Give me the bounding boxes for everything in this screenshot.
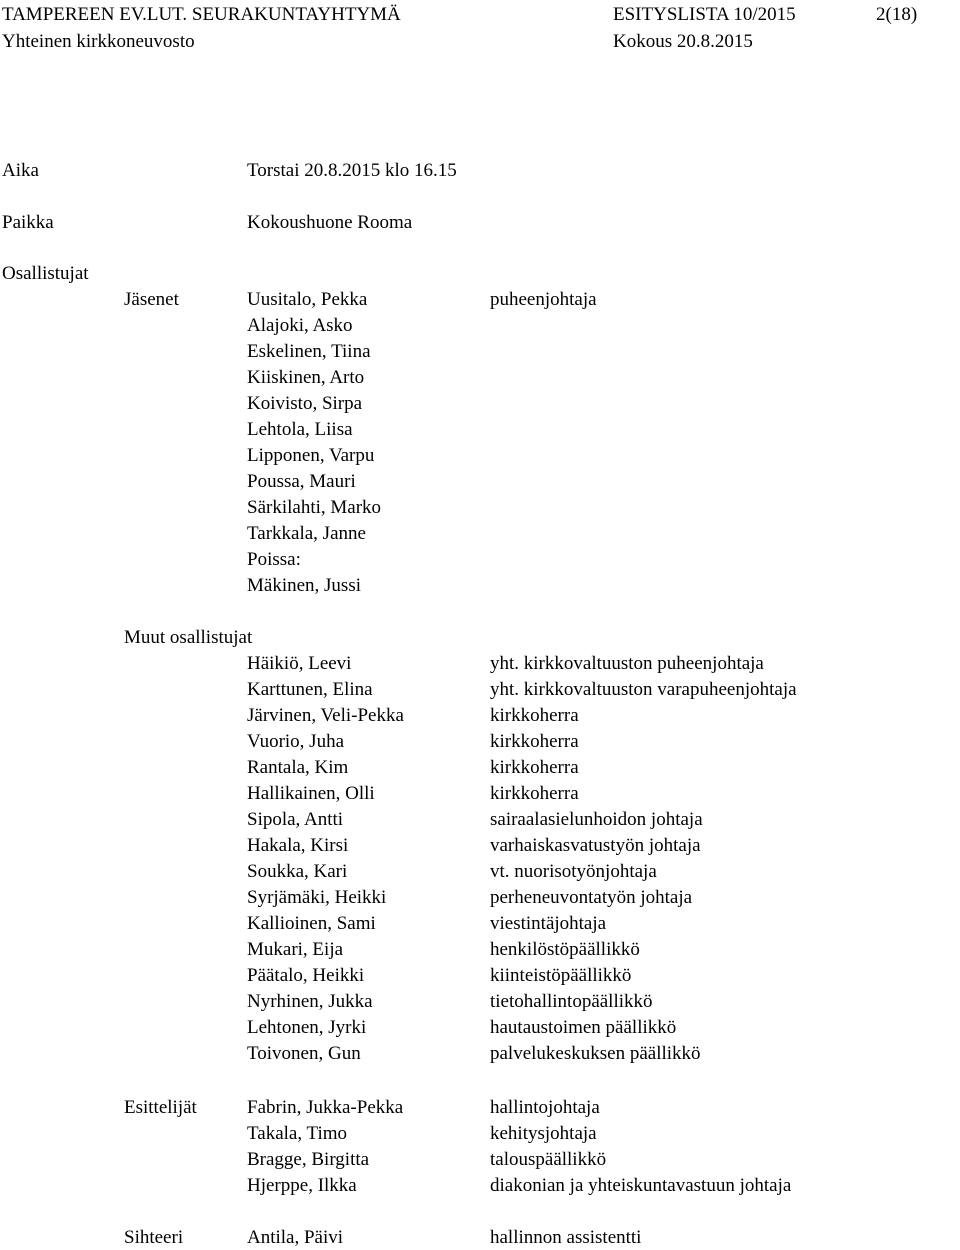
- person-role: yht. kirkkovaltuuston varapuheenjohtaja: [490, 679, 797, 700]
- person-role: palvelukeskuksen päällikkö: [490, 1043, 701, 1064]
- presenters-label: Esittelijät: [124, 1097, 197, 1118]
- person-name: Poissa:: [247, 549, 301, 570]
- members-label: Jäsenet: [124, 289, 179, 310]
- header-org: TAMPEREEN EV.LUT. SEURAKUNTAYHTYMÄ: [2, 4, 401, 25]
- person-role: tietohallintopäällikkö: [490, 991, 653, 1012]
- person-name: Syrjämäki, Heikki: [247, 887, 387, 908]
- person-role: kiinteistöpäällikkö: [490, 965, 632, 986]
- person-name: Lehtonen, Jyrki: [247, 1017, 367, 1038]
- person-name: Hjerppe, Ilkka: [247, 1175, 357, 1196]
- person-name: Uusitalo, Pekka: [247, 289, 368, 310]
- person-role: talouspäällikkö: [490, 1149, 607, 1170]
- others-label: Muut osallistujat: [124, 627, 253, 648]
- person-name: Lehtola, Liisa: [247, 419, 353, 440]
- person-name: Hallikainen, Olli: [247, 783, 375, 804]
- header-meeting: Kokous 20.8.2015: [613, 31, 753, 52]
- secretary-label: Sihteeri: [124, 1227, 184, 1248]
- person-name: Särkilahti, Marko: [247, 497, 382, 518]
- person-name: Kallioinen, Sami: [247, 913, 376, 934]
- time-value: Torstai 20.8.2015 klo 16.15: [247, 160, 457, 181]
- time-label: Aika: [2, 160, 39, 181]
- person-role: kehitysjohtaja: [490, 1123, 597, 1144]
- person-name: Hakala, Kirsi: [247, 835, 349, 856]
- person-role: diakonian ja yhteiskuntavastuun johtaja: [490, 1175, 792, 1196]
- person-name: Soukka, Kari: [247, 861, 348, 882]
- person-name: Takala, Timo: [247, 1123, 348, 1144]
- person-role: varhaiskasvatustyön johtaja: [490, 835, 701, 856]
- person-name: Alajoki, Asko: [247, 315, 353, 336]
- person-name: Eskelinen, Tiina: [247, 341, 371, 362]
- person-name: Karttunen, Elina: [247, 679, 373, 700]
- person-name: Tarkkala, Janne: [247, 523, 366, 544]
- person-role: yht. kirkkovaltuuston puheenjohtaja: [490, 653, 764, 674]
- person-role: kirkkoherra: [490, 731, 579, 752]
- person-role: hautaustoimen päällikkö: [490, 1017, 677, 1038]
- person-role: perheneuvontatyön johtaja: [490, 887, 693, 908]
- person-role: kirkkoherra: [490, 783, 579, 804]
- header-body-name: Yhteinen kirkkoneuvosto: [2, 31, 195, 52]
- header-agenda: ESITYSLISTA 10/2015: [613, 4, 796, 25]
- header-page-number: 2(18): [876, 4, 918, 25]
- person-name: Vuorio, Juha: [247, 731, 345, 752]
- person-name: Päätalo, Heikki: [247, 965, 365, 986]
- person-name: Koivisto, Sirpa: [247, 393, 363, 414]
- person-name: Antila, Päivi: [247, 1227, 344, 1248]
- person-role: viestintäjohtaja: [490, 913, 607, 934]
- person-name: Kiiskinen, Arto: [247, 367, 365, 388]
- place-label: Paikka: [2, 212, 54, 233]
- person-role: hallinnon assistentti: [490, 1227, 642, 1248]
- person-name: Lipponen, Varpu: [247, 445, 375, 466]
- person-name: Fabrin, Jukka-Pekka: [247, 1097, 404, 1118]
- person-name: Häikiö, Leevi: [247, 653, 352, 674]
- person-name: Toivonen, Gun: [247, 1043, 361, 1064]
- person-name: Mäkinen, Jussi: [247, 575, 361, 596]
- person-name: Rantala, Kim: [247, 757, 349, 778]
- participants-label: Osallistujat: [2, 263, 89, 284]
- person-name: Järvinen, Veli-Pekka: [247, 705, 404, 726]
- person-role: henkilöstöpäällikkö: [490, 939, 640, 960]
- place-value: Kokoushuone Rooma: [247, 212, 413, 233]
- person-role: kirkkoherra: [490, 757, 579, 778]
- person-role: sairaalasielunhoidon johtaja: [490, 809, 703, 830]
- person-role: hallintojohtaja: [490, 1097, 600, 1118]
- person-name: Mukari, Eija: [247, 939, 344, 960]
- person-name: Nyrhinen, Jukka: [247, 991, 373, 1012]
- person-name: Poussa, Mauri: [247, 471, 356, 492]
- person-role: kirkkoherra: [490, 705, 579, 726]
- person-role: vt. nuorisotyönjohtaja: [490, 861, 657, 882]
- person-name: Sipola, Antti: [247, 809, 344, 830]
- person-role: puheenjohtaja: [490, 289, 597, 310]
- person-name: Bragge, Birgitta: [247, 1149, 370, 1170]
